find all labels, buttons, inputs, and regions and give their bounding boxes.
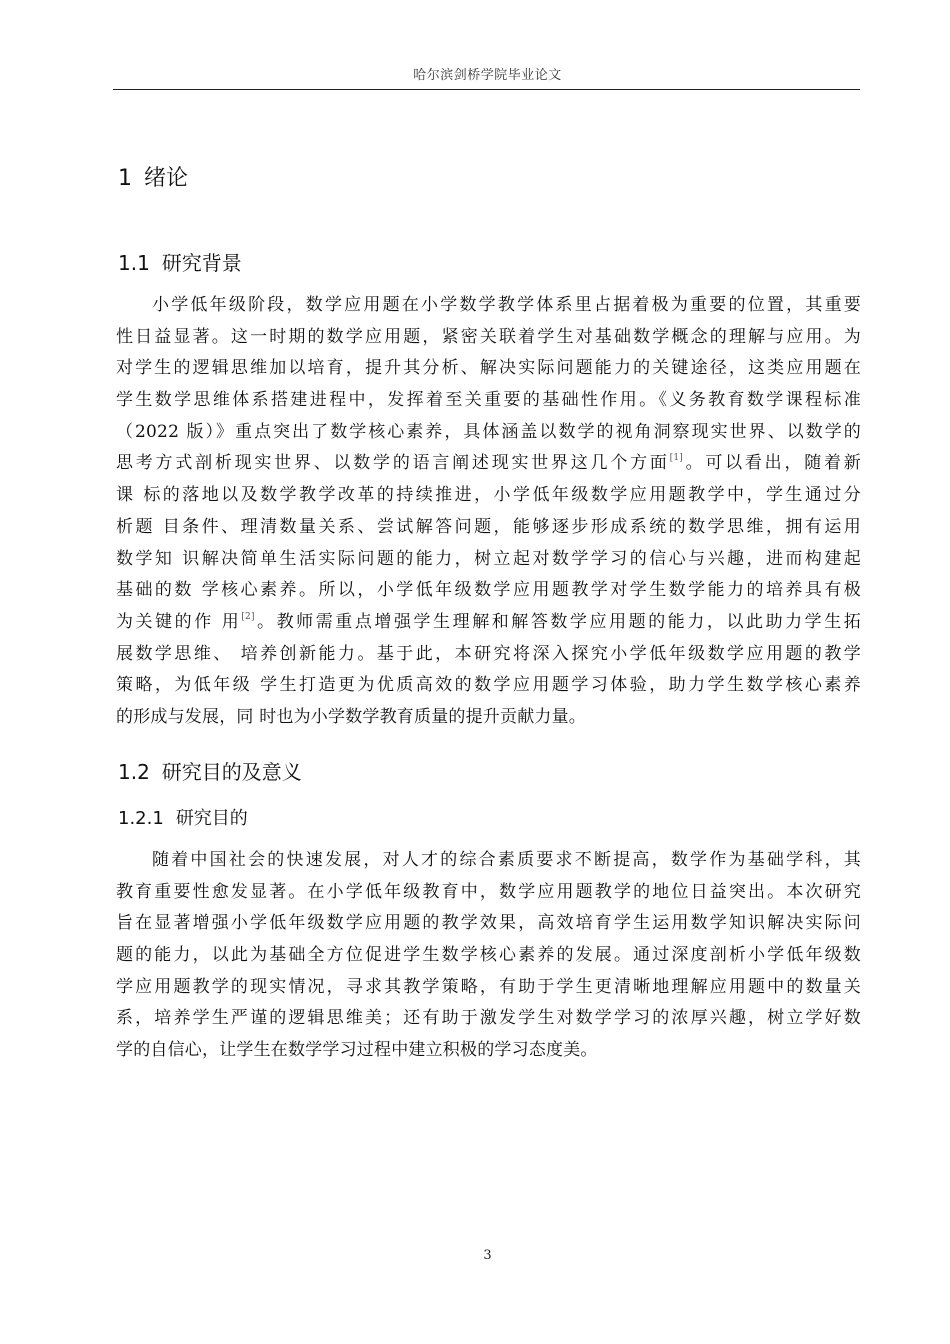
paragraph-line: 学生数学思维体系搭建进程中，发挥着至关重要的基础性作用。《义务教育数学课程标准 — [116, 390, 861, 411]
purpose-paragraph — [116, 845, 861, 1067]
paragraph-line: 学的自信心，让学生在数学学习过程中建立积极的学习态度美。 — [116, 1040, 598, 1061]
section-title: 研究背景 — [161, 251, 242, 275]
paragraph-line: 随着中国社会的快速发展，对人才的综合素质要求不断提高，数学作为基础学科，其 — [152, 850, 861, 870]
paragraph-line: 系，培养学生严谨的逻辑思维美；还有助于激发学生对数学学习的浓厚兴趣，树立学好数 — [116, 1008, 861, 1029]
chapter-title: 绪论 — [144, 166, 189, 191]
paragraph-text: 。可以看出，随着新 — [683, 453, 861, 474]
paragraph-line: 的形成与发展，同 时也为小学数学教育质量的提升贡献力量。 — [116, 706, 587, 727]
paragraph-line: 题的能力，以此为基础全方位促进学生数学核心素养的发展。通过深度剖析小学低年级数 — [116, 945, 861, 966]
paragraph-line: 策略，为低年级 学生打造更为优质高效的数学应用题学习体验，助力学生数学核心素养 — [116, 675, 861, 696]
background-paragraph — [116, 290, 861, 734]
chapter-number: 1 — [118, 166, 132, 191]
paragraph-line: 数学知 识解决简单生活实际问题的能力，树立起对数学学习的信心与兴趣，进而构建起 — [116, 548, 861, 569]
running-header-title: 哈尔滨剑桥学院毕业论文 — [413, 68, 562, 83]
paragraph-line: 对学生的逻辑思维加以培育，提升其分析、解决实际问题能力的关键途径，这类应用题在 — [116, 358, 861, 379]
subsection-number: 1.2.1 — [118, 808, 164, 829]
section-title: 研究目的及意义 — [161, 760, 302, 784]
section-number: 1.1 — [118, 251, 150, 275]
section-number: 1.2 — [118, 760, 150, 784]
paragraph-line: 基础的数 学核心素养。所以，小学低年级数学应用题教学对学生数学能力的培养具有极 — [116, 580, 861, 601]
paragraph-text: 思考方式剖析现实世界、以数学的语言阐述现实世界这几个方面 — [116, 453, 670, 474]
paragraph-text: 为关键的作 用 — [116, 611, 242, 632]
header-divider — [113, 89, 860, 90]
citation-marker[interactable]: [2] — [241, 611, 255, 622]
chapter-heading — [118, 164, 188, 194]
citation-marker[interactable]: [1] — [669, 453, 684, 464]
paragraph-line: 旨在显著增强小学低年级数学应用题的教学效果，高效培育学生运用数学知识解决实际问 — [116, 913, 861, 934]
subsection-title: 研究目的 — [175, 808, 248, 829]
paragraph-line: 小学低年级阶段，数学应用题在小学数学教学体系里占据着极为重要的位置，其重要 — [152, 295, 861, 315]
section-heading-1-2 — [118, 758, 302, 786]
section-heading-1-1 — [118, 249, 242, 277]
paragraph-line: 性日益显著。这一时期的数学应用题，紧密关联着学生对基础数学概念的理解与应用。为 — [116, 326, 861, 347]
paragraph-line-with-citation — [116, 448, 861, 480]
paragraph-text: 。教师需重点增强学生理解和解答数学应用题的能力，以此助力学生拓 — [254, 611, 862, 632]
paragraph-line: 课 标的落地以及数学教学改革的持续推进，小学低年级数学应用题教学中，学生通过分 — [116, 485, 861, 506]
subsection-heading-1-2-1 — [118, 806, 248, 832]
paragraph-line: 教育重要性愈发显著。在小学低年级教育中，数学应用题教学的地位日益突出。本次研究 — [116, 881, 861, 902]
paragraph-line: 学应用题教学的现实情况，寻求其教学策略，有助于学生更清晰地理解应用题中的数量关 — [116, 976, 861, 997]
paragraph-line: （2022 版）》重点突出了数学核心素养，具体涵盖以数学的视角洞察现实世界、以数学的 — [116, 421, 861, 442]
paragraph-line: 展数学思维、 培养创新能力。基于此，本研究将深入探究小学低年级数学应用题的教学 — [116, 643, 861, 664]
paragraph-line-with-citation — [116, 607, 861, 639]
paragraph-line: 析题 目条件、理清数量关系、尝试解答问题，能够逐步形成系统的数学思维，拥有运用 — [116, 516, 861, 537]
page-number: 3 — [483, 1248, 492, 1263]
